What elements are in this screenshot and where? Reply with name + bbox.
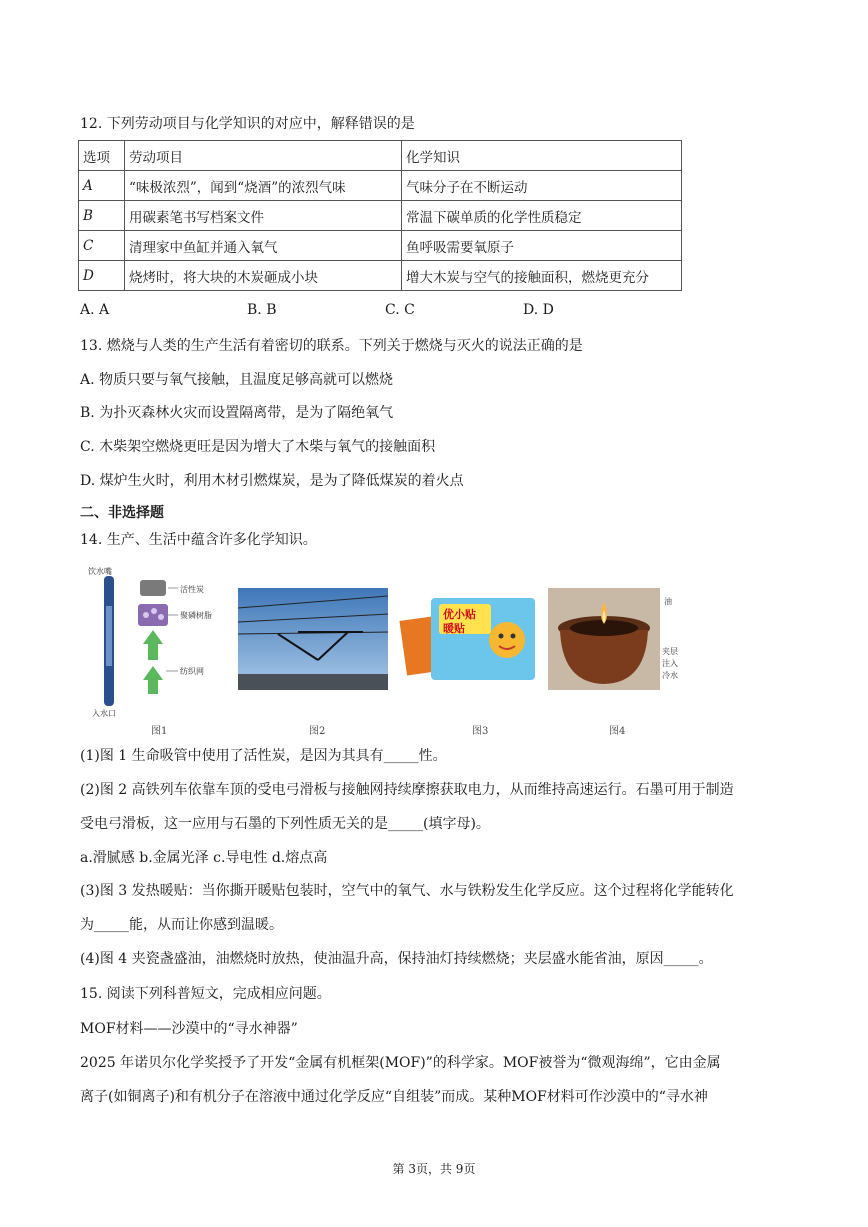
fig1-label-3: 纺织网 xyxy=(180,667,204,676)
q14-part-2-line-1: (2)图 2 高铁列车依靠车顶的受电弓滑板与接触网持续摩擦获取电力，从而维持高速运行。石墨可用于制造 xyxy=(80,782,734,798)
q14-part-4: (4)图 4 夹瓷盏盛油，油燃烧时放热，使油温升高，保持油灯持续燃烧；夹层盛水能省油，原因_____。 xyxy=(80,951,713,967)
table-cell: “味极浓烈”，闻到“烧酒”的浓烈气味 xyxy=(125,171,402,201)
q13-option-d: D. 煤炉生火时，利用木材引燃煤炭，是为了降低煤炭的着火点 xyxy=(80,473,464,489)
fig4-label-1: 油 xyxy=(664,597,672,606)
table-cell: C xyxy=(79,231,125,261)
q13-option-b: B. 为扑灭森林火灾而设置隔离带，是为了隔绝氧气 xyxy=(80,405,394,421)
q14-part-2-choices: a.滑腻感 b.金属光泽 c.导电性 d.熔点高 xyxy=(80,850,328,866)
q14-part-2-line-2: 受电弓滑板，这一应用与石墨的下列性质无关的是_____(填字母)。 xyxy=(80,816,490,832)
table-cell: 烧烤时，将大块的木炭砸成小块 xyxy=(125,261,402,291)
figure-2-caption: 图2 xyxy=(309,726,326,737)
table-cell: 增大木炭与空气的接触面积，燃烧更充分 xyxy=(402,261,682,291)
table-row xyxy=(79,171,682,201)
q14-part-1: (1)图 1 生命吸管中使用了活性炭，是因为其具有_____性。 xyxy=(80,748,447,764)
table-cell: 常温下碳单质的化学性质稳定 xyxy=(402,201,682,231)
table-row xyxy=(79,231,682,261)
fig3-brand: 优小贴 xyxy=(443,608,476,621)
q15-title: MOF材料——沙漠中的“寻水神器” xyxy=(80,1021,298,1037)
fig4-label-3: 注入 xyxy=(662,659,678,668)
table-header-cell: 劳动项目 xyxy=(125,141,402,171)
table-cell: 用碳素笔书写档案文件 xyxy=(125,201,402,231)
table-cell: 清理家中鱼缸并通入氧气 xyxy=(125,231,402,261)
table-row xyxy=(79,201,682,231)
fig1-label-2: 聚磷树脂 xyxy=(180,611,212,620)
straw-diagram-icon xyxy=(88,566,228,716)
q14-part-3-line-1: (3)图 3 发热暖贴：当你撕开暖贴包装时，空气中的氧气、水与铁粉发生化学反应。这个过程将化学能转化 xyxy=(80,883,734,899)
page-footer: 第 3页，共 9页 xyxy=(392,1162,476,1176)
q12-option-d: D. D xyxy=(523,302,554,318)
q12-option-b: B. B xyxy=(247,302,277,318)
q15-paragraph-line-2: 离子(如铜离子)和有机分子在溶液中通过化学反应“自组装”而成。某种MOF材料可作沙漠中的“寻水神 xyxy=(80,1089,708,1105)
figure-3-heat-patch xyxy=(395,588,540,690)
table-cell: 鱼呼吸需要氧原子 xyxy=(402,231,682,261)
q15-paragraph-line-1: 2025 年诺贝尔化学奖授予了开发“金属有机框架(MOF)”的科学家。MOF被誉为“微观海绵”，它由金属 xyxy=(80,1055,721,1071)
q15-stem: 15. 阅读下列科普短文，完成相应问题。 xyxy=(80,986,331,1002)
table-cell: 气味分子在不断运动 xyxy=(402,171,682,201)
fig4-label-2: 夹层 xyxy=(662,647,678,656)
table-header-cell: 选项 xyxy=(79,141,125,171)
q12-option-a: A. A xyxy=(80,302,110,318)
q12-option-c: C. C xyxy=(385,302,415,318)
fig1-label-bottom: 入水口 xyxy=(92,709,116,718)
table-cell: B xyxy=(79,201,125,231)
figure-4-oil-lamp xyxy=(548,588,683,690)
q12-table xyxy=(78,140,682,291)
figure-4-caption: 图4 xyxy=(609,726,626,737)
q14-stem: 14. 生产、生活中蕴含许多化学知识。 xyxy=(80,532,317,548)
figure-2-pantograph xyxy=(238,588,388,690)
table-header-row xyxy=(79,141,682,171)
q13-stem: 13. 燃烧与人类的生产生活有着密切的联系。下列关于燃烧与灭火的说法正确的是 xyxy=(80,338,583,354)
figure-1-caption: 图1 xyxy=(151,726,168,737)
q13-option-a: A. 物质只要与氧气接触，且温度足够高就可以燃烧 xyxy=(80,372,394,388)
fig4-label-4: 冷水 xyxy=(662,671,678,680)
table-cell: A xyxy=(79,171,125,201)
q13-option-c: C. 木柴架空燃烧更旺是因为增大了木柴与氧气的接触面积 xyxy=(80,439,436,455)
table-header-cell: 化学知识 xyxy=(402,141,682,171)
fig1-label-1: 活性炭 xyxy=(180,585,204,594)
figure-1-straw xyxy=(88,566,228,716)
pantograph-photo-icon xyxy=(238,588,388,690)
table-row xyxy=(79,261,682,291)
table-cell: D xyxy=(79,261,125,291)
fig1-label-top: 饮水嘴 xyxy=(88,567,112,576)
oil-lamp-photo-icon xyxy=(548,588,660,690)
fig3-product: 暖贴 xyxy=(443,622,465,635)
q12-stem: 12. 下列劳动项目与化学知识的对应中，解释错误的是 xyxy=(80,116,415,132)
q14-part-3-line-2: 为_____能，从而让你感到温暖。 xyxy=(80,917,283,933)
section-heading: 二、非选择题 xyxy=(80,505,164,521)
figure-3-caption: 图3 xyxy=(472,726,489,737)
heat-patch-photo-icon xyxy=(395,588,540,690)
